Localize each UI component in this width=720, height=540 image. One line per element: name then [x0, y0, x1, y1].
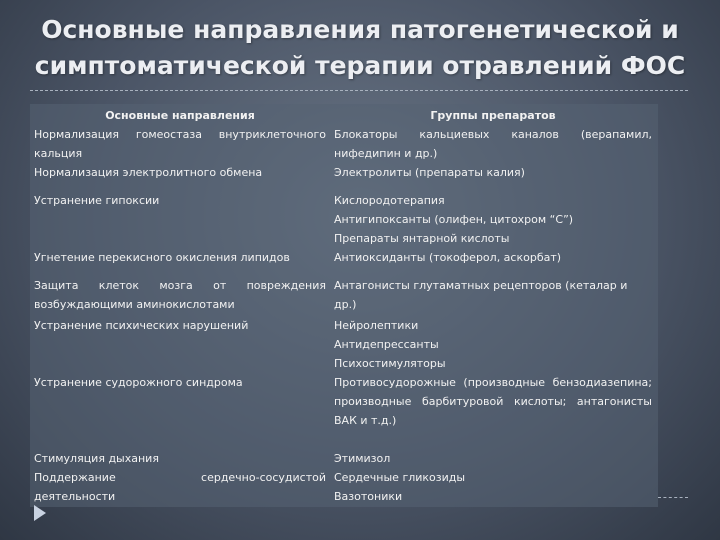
- drugs-succinic-acid: Препараты янтарной кислоты: [334, 232, 510, 245]
- title-line-2: симптоматической терапии отравлений ФОС: [34, 51, 686, 80]
- drugs-oxygen: Кислородотерапия: [334, 194, 445, 207]
- direction-brain-protection: Защита клеток мозга от повреждения возбуждающими аминокислотами: [34, 279, 326, 311]
- direction-cardiovascular: Поддержание сердечно-сосудистой деятельности: [34, 471, 326, 503]
- direction-electrolytes: Нормализация электролитного обмена: [34, 166, 263, 179]
- direction-calcium: Нормализация гомеостаза внутриклеточного кальция: [34, 128, 326, 160]
- title-line-1: Основные направления патогенетической и: [41, 15, 679, 44]
- direction-seizures: Устранение судорожного синдрома: [34, 376, 243, 389]
- drugs-antioxidants: Антиоксиданты (токоферол, аскорбат): [334, 251, 562, 264]
- header-directions: Основные направления: [105, 109, 255, 122]
- bullet-arrow-icon: [34, 505, 46, 521]
- drugs-antihypoxants: Антигипоксанты (олифен, цитохром “С”): [334, 213, 574, 226]
- drugs-neuroleptics: Нейролептики: [334, 319, 419, 332]
- drugs-electrolytes: Электролиты (препараты калия): [334, 166, 525, 179]
- therapy-table: [30, 104, 658, 507]
- drugs-psychostimulants: Психостимуляторы: [334, 357, 446, 370]
- drugs-vasotonics: Вазотоники: [334, 490, 403, 503]
- direction-breathing: Стимуляция дыхания: [34, 452, 159, 465]
- direction-lipid-peroxidation: Угнетение перекисного окисления липидов: [34, 251, 290, 264]
- direction-hypoxia: Устранение гипоксии: [34, 194, 160, 207]
- drugs-calcium-blockers: Блокаторы кальциевых каналов (верапамил, нифедипин и др.): [334, 128, 652, 160]
- drugs-anticonvulsants: Противосудорожные (производные бензодиазепина; производные барбитуровой кислоты; антагонисты ВАК и т.д.): [334, 376, 652, 427]
- drugs-antidepressants: Антидепрессанты: [334, 338, 439, 351]
- drugs-glutamate-antagonists: Антагонисты глутаматных рецепторов (кеталар и др.): [334, 279, 628, 311]
- footer-divider: [658, 497, 688, 498]
- direction-mental-disorders: Устранение психических нарушений: [34, 319, 249, 332]
- slide-title: [0, 12, 720, 84]
- title-divider: [30, 90, 688, 91]
- header-drug-groups: Группы препаратов: [430, 109, 556, 122]
- drugs-etimizol: Этимизол: [334, 452, 391, 465]
- drugs-glycosides: Сердечные гликозиды: [334, 471, 466, 484]
